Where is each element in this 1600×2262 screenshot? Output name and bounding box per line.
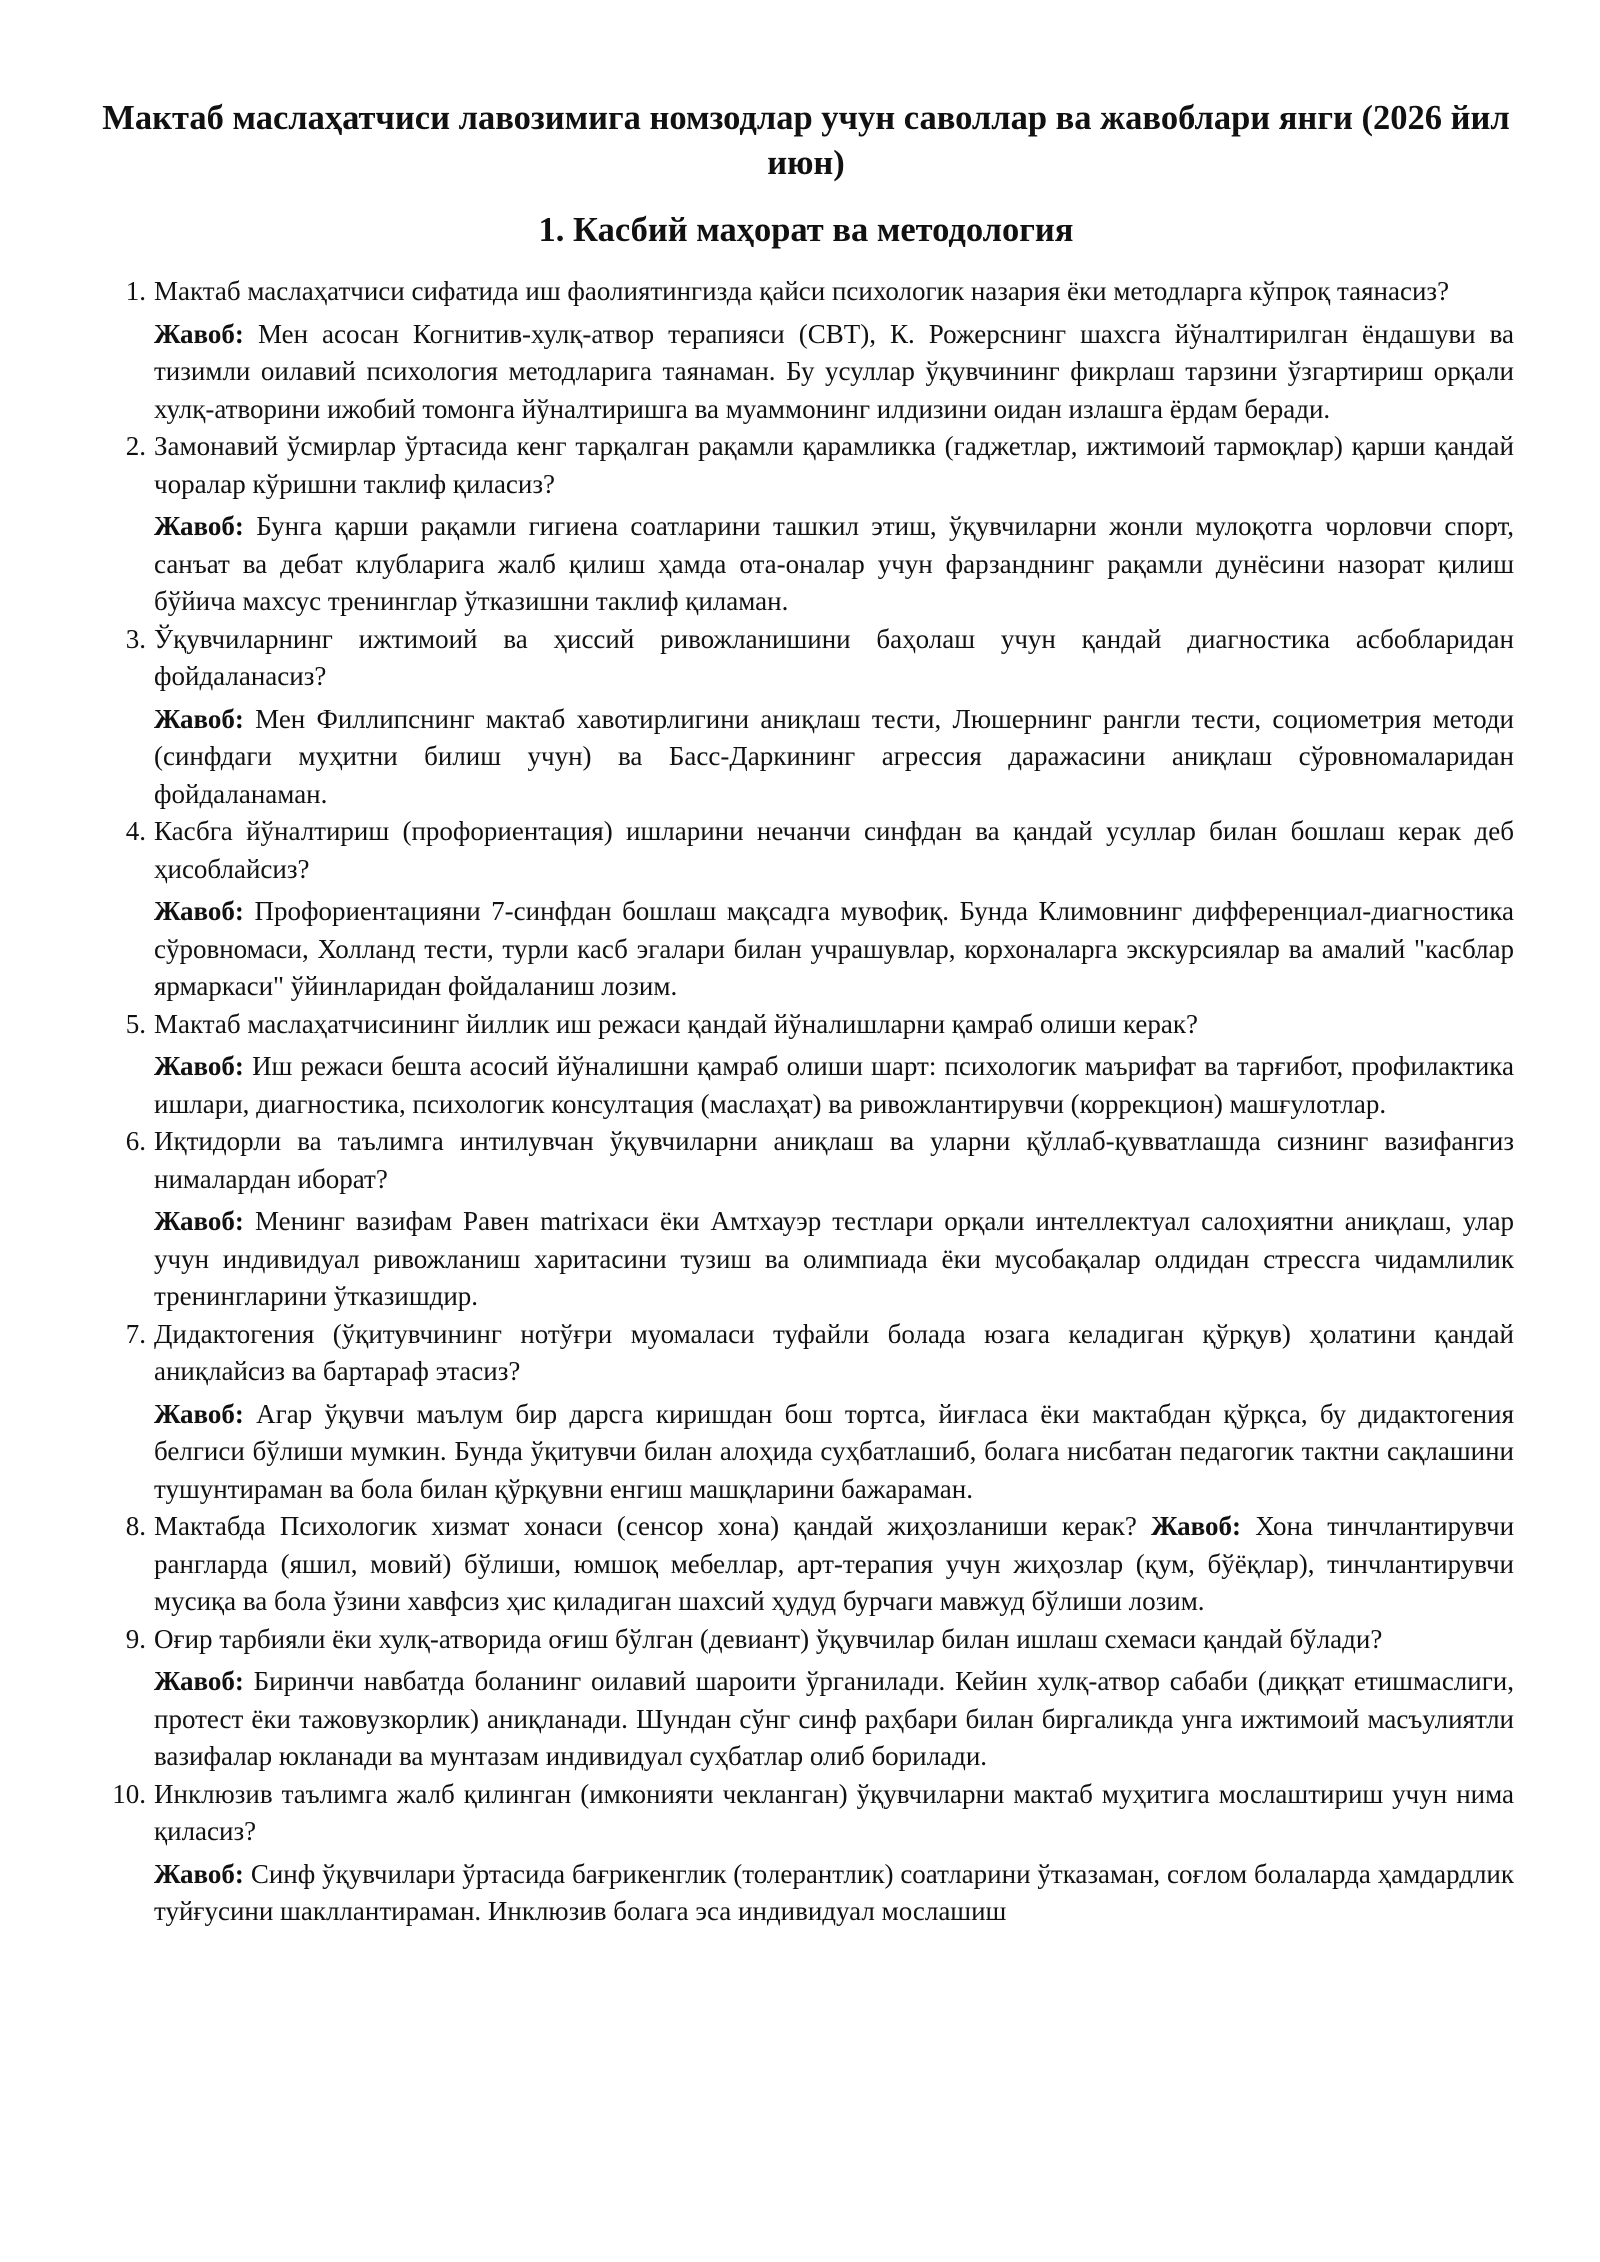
section-title: 1. Касбий маҳорат ва методология (538, 211, 1074, 249)
item-number: 1. (125, 276, 146, 306)
item-number: 8. (125, 1511, 146, 1541)
qa-item (98, 273, 1514, 428)
answer-block (154, 508, 1514, 621)
qa-item (98, 1123, 1514, 1316)
answer-block (154, 701, 1514, 814)
answer-label: Жавоб: (1151, 1511, 1242, 1541)
question-text: Дидактогения (ўқитувчининг нотўғри муомаласи туфайли болада юзага келадиган қўрқув) ҳолатини қандай аниқлайсиз ва бартараф этасиз? (154, 1318, 1514, 1386)
qa-item (98, 1776, 1514, 1931)
answer-text: Агар ўқувчи маълум бир дарсга киришдан бош тортса, йиғласа ёки мактабдан қўрқса, бу дидактогения белгиси бўлиши мумкин. Бунда ўқитувчи билан алоҳида суҳбатлашиб, болага нисбатан педагогик тактни сақлашини тушунтираман ва бола билан қўрқувни енгиш машқларини бажараман. (154, 1398, 1514, 1504)
question-text: Замонавий ўсмирлар ўртасида кенг тарқалган рақамли қарамликка (гаджетлар, ижтимоий тармоқлар) қарши қандай чоралар кўришни таклиф қиласиз? (154, 431, 1514, 499)
item-number: 10. (112, 1778, 146, 1809)
answer-label: Жавоб: (154, 896, 244, 926)
answer-block (154, 1048, 1514, 1123)
item-number: 9. (125, 1623, 146, 1654)
answer-block (154, 316, 1514, 429)
question-text: Мактаб маслаҳатчисининг йиллик иш режаси қандай йўналишларни қамраб олиши керак? (154, 1008, 1198, 1039)
answer-block (154, 1856, 1514, 1931)
answer-label: Жавоб: (154, 703, 244, 734)
answer-label: Жавоб: (154, 1398, 244, 1429)
answer-label: Жавоб: (154, 1858, 244, 1889)
qa-item (98, 1006, 1514, 1124)
answer-text: Хона тинчлантирувчи рангларда (яшил, мовий) бўлиши, юмшоқ мебеллар, арт-терапия учун жиҳозлар (қум, бўёқлар), тинчлантирувчи мусиқа ва бола ўзини хавфсиз ҳис қиладиган шахсий ҳудуд бурчаги мавжуд бўлиши лозим. (154, 1511, 1515, 1616)
qa-item (98, 428, 1514, 621)
question-text: Ўқувчиларнинг ижтимоий ва ҳиссий ривожланишини баҳолаш учун қандай диагностика асбобларидан фойдаланасиз? (154, 623, 1514, 691)
answer-label: Жавоб: (154, 1206, 244, 1236)
answer-text: Профориентацияни 7-синфдан бошлаш мақсадга мувофиқ. Бунда Климовнинг дифференциал-диагностика сўровномаси, Холланд тести, турли касб эгалари билан учрашувлар, корхоналарга экскурсиялар ва амалий "касблар ярмаркаси" ўйинларидан фойдаланиш лозим. (154, 896, 1515, 1001)
qa-item (98, 1621, 1514, 1776)
item-number: 6. (125, 1126, 146, 1156)
answer-text: Мен Филлипснинг мактаб хавотирлигини аниқлаш тести, Люшернинг рангли тести, социометрия методи (синфдаги муҳитни билиш учун) ва Басс-Даркининг агрессия даражасини аниқлаш сўровномаларидан фойдаланаман. (154, 703, 1515, 809)
qa-list (98, 273, 1514, 1931)
qa-item (98, 1316, 1514, 1509)
answer-text: Менинг вазифам Равен matrixаси ёки Амтхауэр тестлари орқали интеллектуал салоҳиятни аниқлаш, улар учун индивидуал ривожланиш харитасини тузиш ва олимпиада ёки мусобақалар олдидан стрессга чидамлилик тренингларини ўтказишдир. (154, 1206, 1514, 1311)
answer-text: Мен асосан Когнитив-хулқ-атвор терапияси (CBT), К. Рожерснинг шахсга йўналтирилган ёндашуви ва тизимли оилавий психология методларига таянаман. Бу усуллар ўқувчининг фикрлаш тарзини ўзгартириш орқали хулқ-атворини ижобий томонга йўналтиришга ва муаммонинг илдизини оидан излашга ёрдам беради. (154, 318, 1515, 424)
answer-label: Жавоб: (154, 511, 244, 541)
question-text: Мактабда Психологик хизмат хонаси (сенсор хона) қандай жиҳозланиши керак? (154, 1511, 1137, 1541)
answer-text: Бунга қарши рақамли гигиена соатларини ташкил этиш, ўқувчиларни жонли мулоқотга чорловчи спорт, санъат ва дебат клубларига жалб қилиш ҳамда ота-оналар учун фарзанднинг рақамли дунёсини назорат қилиш бўйича махсус тренинглар ўтказишни таклиф қиламан. (154, 511, 1515, 616)
item-number: 5. (125, 1008, 146, 1039)
answer-block (154, 1663, 1514, 1776)
answer-block (154, 893, 1514, 1006)
question-text: Касбга йўналтириш (профориентация) ишларини нечанчи синфдан ва қандай усуллар билан бошлаш керак деб ҳисоблайсиз? (154, 816, 1514, 884)
qa-item (98, 1508, 1514, 1621)
qa-item (98, 813, 1514, 1006)
question-text: Мактаб маслаҳатчиси сифатида иш фаолиятингизда қайси психологик назария ёки методларга кўпроқ таянасиз? (154, 276, 1450, 306)
answer-text: Иш режаси бешта асосий йўналишни қамраб олиши шарт: психологик маърифат ва тарғибот, профилактика ишлари, диагностика, психологик консултация (маслаҳат) ва ривожлантирувчи (коррекцион) машғулотлар. (154, 1051, 1514, 1119)
qa-item (98, 621, 1514, 814)
document-title: Мактаб маслаҳатчиси лавозимига номзодлар учун саволлар ва жавоблари янги (2026 йил июн) (102, 99, 1510, 182)
item-number: 4. (125, 816, 146, 846)
item-number: 7. (125, 1318, 146, 1349)
item-number: 3. (125, 623, 146, 654)
answer-block (154, 1396, 1514, 1509)
question-text: Иқтидорли ва таълимга интилувчан ўқувчиларни аниқлаш ва уларни қўллаб-қувватлашда сизнинг вазифангиз нималардан иборат? (154, 1126, 1514, 1194)
answer-text: Биринчи навбатда боланинг оилавий шароити ўрганилади. Кейин хулқ-атвор сабаби (диққат етишмаслиги, протест ёки тажовузкорлик) аниқланади. Шундан сўнг синф раҳбари билан биргаликда унга ижтимоий масъулиятли вазифалар юкланади ва мунтазам индивидуал суҳбатлар олиб борилади. (154, 1666, 1515, 1771)
answer-label: Жавоб: (154, 1666, 244, 1696)
item-number: 2. (125, 431, 146, 461)
answer-label: Жавоб: (154, 1051, 244, 1081)
answer-text: Синф ўқувчилари ўртасида бағрикенглик (толерантлик) соатларини ўтказаман, соғлом болаларда ҳамдардлик туйғусини шакллантираман. Инклюзив болага эса индивидуал мослашиш (154, 1858, 1514, 1926)
question-text: Инклюзив таълимга жалб қилинган (имконияти чекланган) ўқувчиларни мактаб муҳитига мослаштириш учун нима қиласиз? (154, 1778, 1514, 1846)
answer-label: Жавоб: (154, 318, 244, 349)
question-text: Оғир тарбияли ёки хулқ-атворида оғиш бўлган (девиант) ўқувчилар билан ишлаш схемаси қандай бўлади? (154, 1623, 1383, 1654)
answer-block (154, 1203, 1514, 1316)
